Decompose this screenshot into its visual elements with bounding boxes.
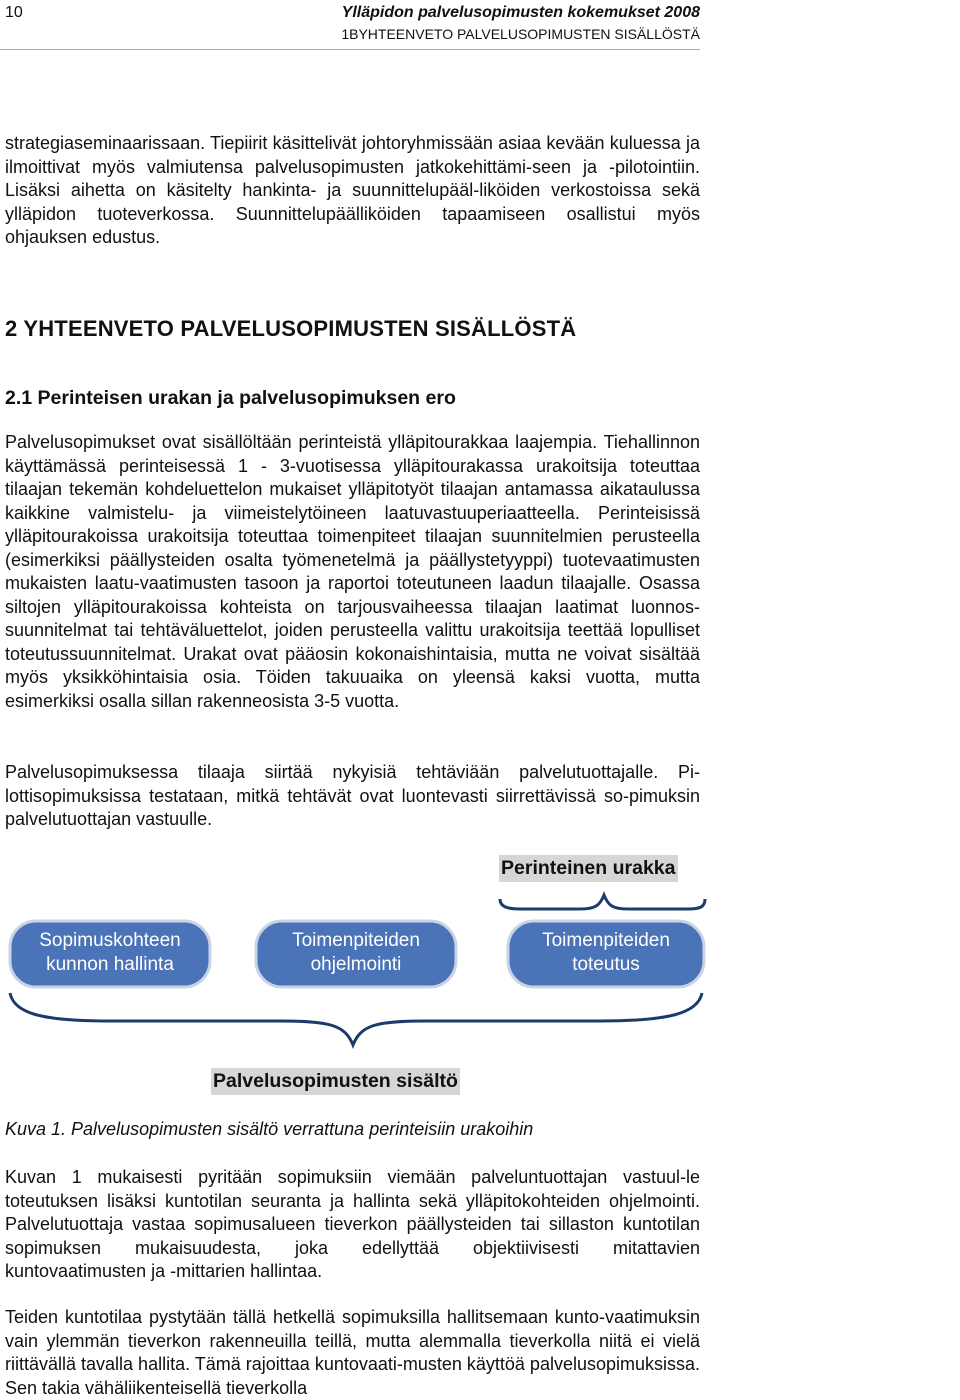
- intro-paragraph: strategiaseminaarissaan. Tiepiirit käsittelivät johtoryhmissään asiaa kevään kuluessa ja ilmoittivat myös valmiutensa palvelusopimusten jatkokehittämi-seen ja -pilotointiin. Lisäksi aihetta on käsitelty hankinta- ja suunnittelupääl-liköiden verkostoissa sekä ylläpidon tuoteverkossa. Suunnittelupäälliköiden tapaamiseen osallistui myös ohjauksen edustus.: [5, 133, 700, 247]
- figure-label-traditional: Perinteinen urakka: [499, 855, 678, 882]
- figure-caption: Kuva 1. Palvelusopimusten sisältö verrattuna perinteisiin urakoihin: [5, 1119, 534, 1139]
- box3-line2: toteutus: [572, 954, 640, 975]
- bottom-brace: [10, 993, 702, 1045]
- box2-line1: Toimenpiteiden: [292, 930, 420, 951]
- running-header-section: 1BYHTEENVETO PALVELUSOPIMUSTEN SISÄLLÖSTÄ: [341, 26, 700, 42]
- header-rule: [0, 49, 700, 50]
- page-number: 10: [5, 4, 23, 21]
- top-brace: [500, 895, 705, 909]
- section-heading: 2 YHTEENVETO PALVELUSOPIMUSTEN SISÄLLÖSTÄ: [5, 316, 577, 341]
- paragraph-road-condition: Teiden kuntotilaa pystytään tällä hetkellä sopimuksilla hallitsemaan kunto-vaatimuksin vain ylemmän tieverkon rakenneuilla teillä, mutta alemmalla tieverkolla niitä ei vielä riittävällä tavalla hallita. Tämä rajoittaa kuntovaati-musten käyttöä palvelusopimuksissa. Sen takia vähäliikenteisellä tieverkolla: [5, 1307, 701, 1398]
- subsection-heading: 2.1 Perinteisen urakan ja palvelusopimuksen ero: [5, 387, 456, 409]
- figure-label-service-content: Palvelusopimusten sisältö: [211, 1068, 460, 1095]
- paragraph-contract-difference: Palvelusopimukset ovat sisällöltään perinteistä ylläpitourakkaa laajempia. Tiehallinnon käyttämässä perinteisessä 1 - 3-vuotisessa ylläpitourakassa urakoitsija toteuttaa tilaajan tekemän kohdeluettelon mukaiset ylläpitotyöt tilaajan antamassa aikataulussa kaikkine valmistelu- ja viimeistelytöineen laatuvastuuperiaatteella. Perinteisissä ylläpitourakoissa urakoitsija toteuttaa toimenpiteet tilaajan suunnitelmien perusteella (esimerkiksi päällysteiden osalta työmenetelmä ja päällystetyyppi) tuotevaatimusten mukaisten laatu-vaatimusten tasoon ja raportoi toteutuneen laadun tilaajalle. Osassa siltojen ylläpitourakoissa kohteista on tarjousvaiheessa tilaajan laatimat luonnos-suunnitelmat tai tehtäväluettelot, joiden perusteella valittu urakoitsija teettää lopulliset toteutussuunnitelmat. Urakat ovat pääosin kokonaishintaisia, mutta ne voivat sisältää myös yksikköhintaisia osia. Töiden takuuaika on yleensä kaksi vuotta, mutta esimerkiksi osalla sillan rakenneosista 3-5 vuotta.: [5, 432, 700, 711]
- running-header-title: Ylläpidon palvelusopimusten kokemukset 2008: [341, 4, 700, 21]
- comparison-diagram: [0, 885, 720, 1075]
- paragraph-condition-control: Kuvan 1 mukaisesti pyritään sopimuksiin viemään palveluntuottajan vastuul-le toteutuksen lisäksi kuntotilan seuranta ja hallinta sekä ylläpitokohteiden ohjelmointi. Palvelutuottaja vastaa sopimusalueen tieverkon päällysteiden tai sillaston kuntotilan sopimuksen mukaisuudesta, joka edellyttää objektiivisesti mitattavien kuntovaatimusten ja -mittarien hallintaa.: [5, 1167, 700, 1281]
- paragraph-service-transfer: Palvelusopimuksessa tilaaja siirtää nykyisiä tehtäviään palvelutuottajalle. Pi-lottisopimuksissa testataan, mitkä tehtävät ovat luontevasti siirrettävissä so-pimuksin palvelutuottajan vastuulle.: [5, 762, 700, 829]
- box1-line2: kunnon hallinta: [46, 954, 174, 975]
- box2-line2: ohjelmointi: [310, 954, 402, 975]
- box1-line1: Sopimuskohteen: [39, 930, 181, 951]
- box3-line1: Toimenpiteiden: [542, 930, 670, 951]
